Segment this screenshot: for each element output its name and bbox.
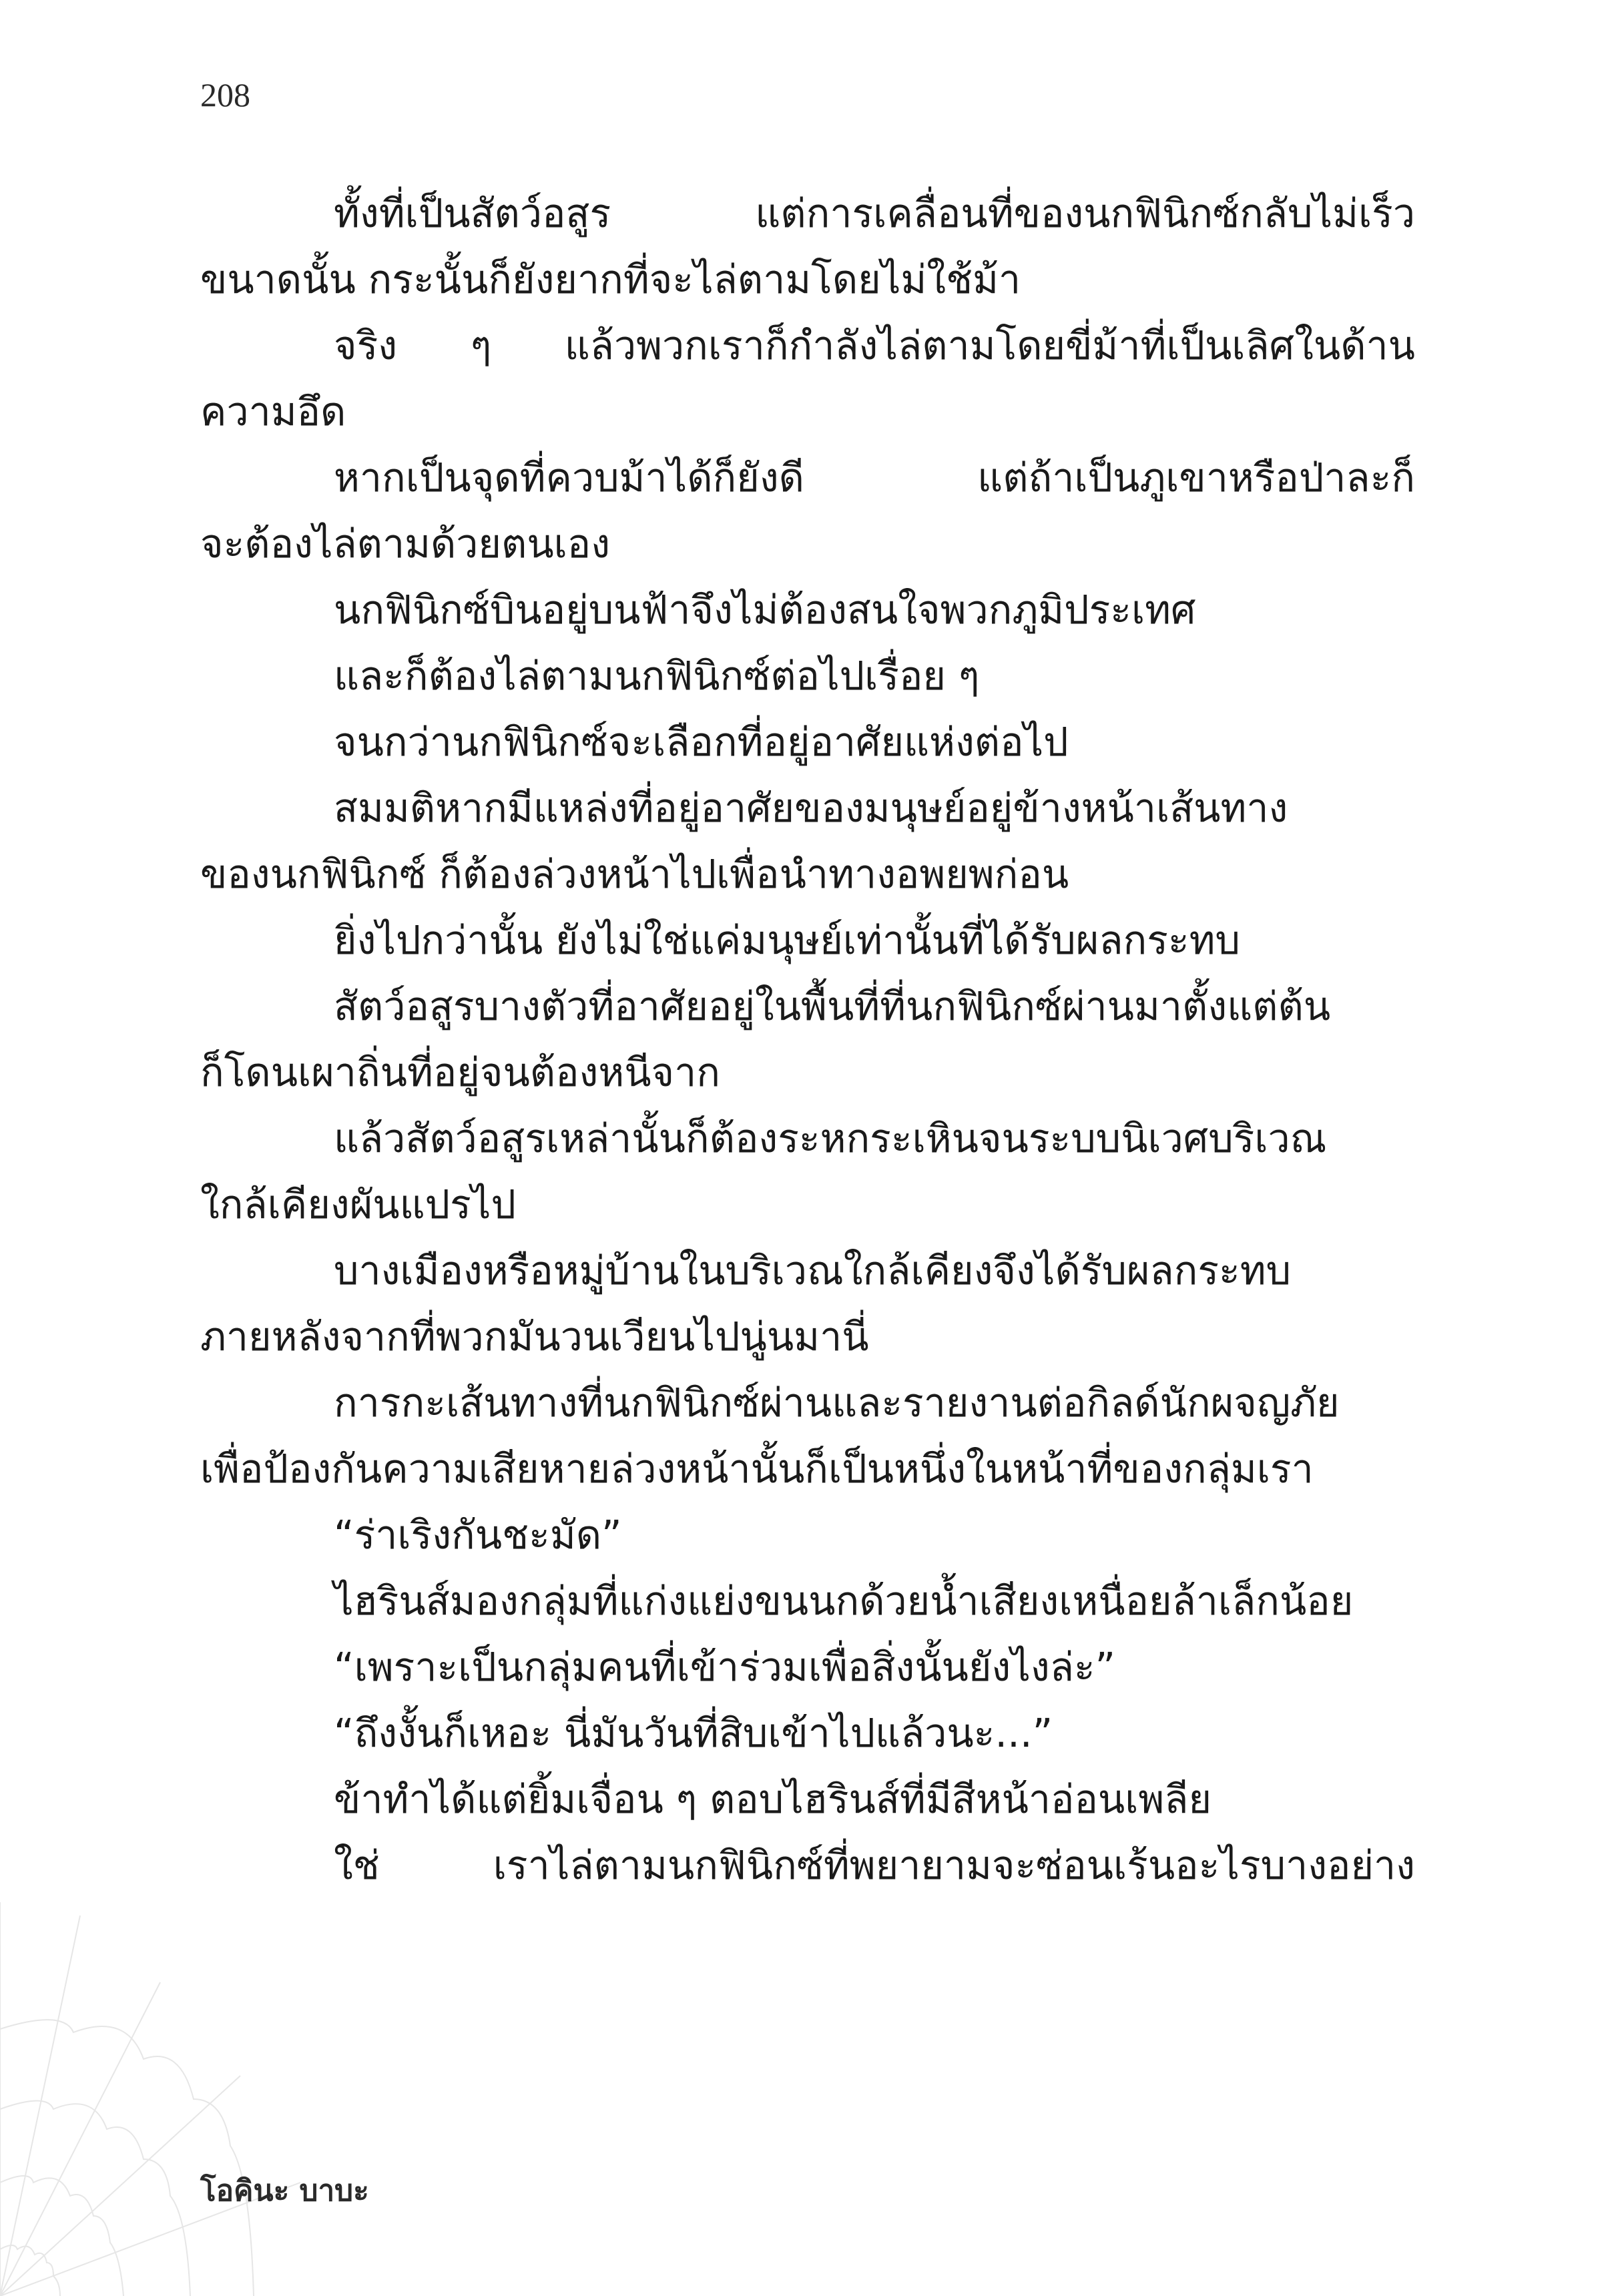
spider-web-decoration (0, 1902, 307, 2296)
text-line: หากเป็นจุดที่ควบม้าได้ก็ยังดี แต่ถ้าเป็นภูเขาหรือป่าละก็ (334, 455, 1415, 501)
text-line: ใกล้เคียงผันแปรไป (200, 1181, 516, 1227)
text-line: เพื่อป้องกันความเสียหายล่วงหน้านั้นก็เป็นหนึ่งในหน้าที่ของกลุ่มเรา (200, 1446, 1314, 1492)
text-line: “ร่าเริงกันชะมัด” (334, 1512, 622, 1558)
text-line: “ถึงงั้นก็เหอะ นี่มันวันที่สิบเข้าไปแล้วนะ...” (334, 1710, 1053, 1756)
text-line: ของนกฟินิกซ์ ก็ต้องล่วงหน้าไปเพื่อนำทางอพยพก่อน (200, 851, 1069, 897)
footer-author-name: โอคินะ บาบะ (200, 2174, 369, 2208)
text-line: นกฟินิกซ์บินอยู่บนฟ้าจึงไม่ต้องสนใจพวกภูมิประเทศ (334, 587, 1196, 633)
text-line: สมมติหากมีแหล่งที่อยู่อาศัยของมนุษย์อยู่ข้างหน้าเส้นทาง (334, 785, 1288, 831)
text-line: แล้วสัตว์อสูรเหล่านั้นก็ต้องระหกระเหินจนระบบนิเวศบริเวณ (334, 1115, 1327, 1161)
text-line: ความอึด (200, 388, 346, 435)
text-line: ภายหลังจากที่พวกมันวนเวียนไปนู่นมานี่ (200, 1314, 869, 1360)
text-line: ข้าทำได้แต่ยิ้มเจื่อน ๆ ตอบไฮรินส์ที่มีสีหน้าอ่อนเพลีย (334, 1776, 1212, 1822)
text-line: ใช่ เราไล่ตามนกฟินิกซ์ที่พยายามจะซ่อนเร้นอะไรบางอย่าง (334, 1842, 1415, 1888)
text-line: และก็ต้องไล่ตามนกฟินิกซ์ต่อไปเรื่อย ๆ (334, 653, 980, 699)
text-line: ยิ่งไปกว่านั้น ยังไม่ใช่แค่มนุษย์เท่านั้นที่ได้รับผลกระทบ (334, 917, 1240, 963)
text-line: การกะเส้นทางที่นกฟินิกซ์ผ่านและรายงานต่อกิลด์นักผจญภัย (334, 1380, 1340, 1426)
page-number: 208 (200, 76, 250, 113)
text-line: สัตว์อสูรบางตัวที่อาศัยอยู่ในพื้นที่ที่นกฟินิกซ์ผ่านมาตั้งแต่ต้น (334, 983, 1331, 1029)
text-line: ทั้งที่เป็นสัตว์อสูร แต่การเคลื่อนที่ของนกฟินิกซ์กลับไม่เร็ว (334, 190, 1415, 236)
text-line: “เพราะเป็นกลุ่มคนที่เข้าร่วมเพื่อสิ่งนั้นยังไงล่ะ” (334, 1644, 1116, 1690)
body-text (200, 180, 1415, 1898)
text-line: จนกว่านกฟินิกซ์จะเลือกที่อยู่อาศัยแห่งต่อไป (334, 719, 1069, 765)
text-line: บางเมืองหรือหมู่บ้านในบริเวณใกล้เคียงจึงได้รับผลกระทบ (334, 1247, 1292, 1294)
text-line: ขนาดนั้น กระนั้นก็ยังยากที่จะไล่ตามโดยไม่ใช้ม้า (200, 256, 1021, 302)
text-line: จริง ๆ แล้วพวกเราก็กำลังไล่ตามโดยขี่ม้าที่เป็นเลิศในด้าน (334, 322, 1415, 368)
text-line: ไฮรินส์มองกลุ่มที่แก่งแย่งขนนกด้วยน้ำเสียงเหนื่อยล้าเล็กน้อย (334, 1578, 1354, 1624)
text-line: จะต้องไล่ตามด้วยตนเอง (200, 521, 611, 567)
text-line: ก็โดนเผาถิ่นที่อยู่จนต้องหนีจาก (200, 1049, 720, 1095)
